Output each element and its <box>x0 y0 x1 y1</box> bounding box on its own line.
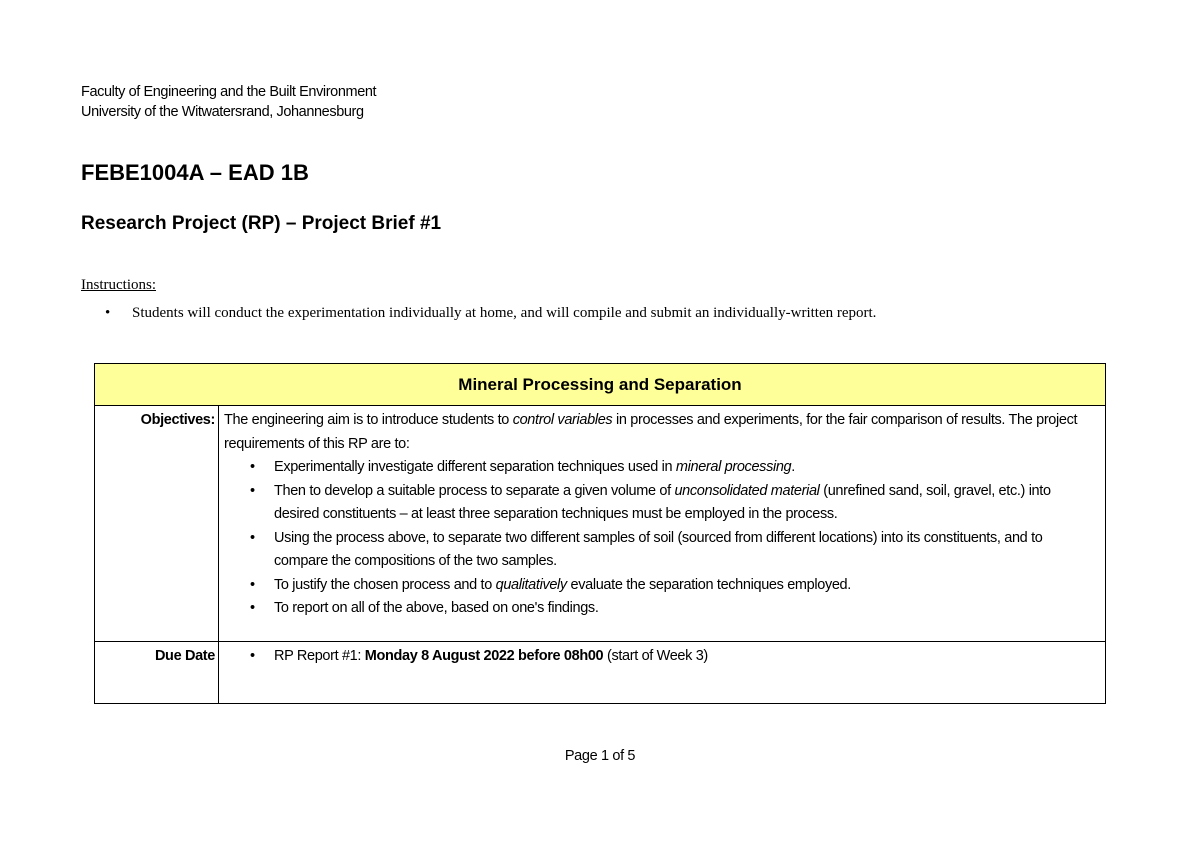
project-title: Research Project (RP) – Project Brief #1 <box>81 213 442 234</box>
objectives-list <box>224 456 1099 621</box>
bullet-icon: • <box>250 529 255 546</box>
objective-text: Experimentally investigate different separation techniques used in <box>274 459 676 475</box>
instruction-item <box>105 305 876 322</box>
objective-item <box>224 456 1099 480</box>
intro-text-continued: in processes and experiments, for the fair comparison of results. The project requirements of this RP are to: <box>224 412 1078 452</box>
page-number: Page 1 of 5 <box>564 748 636 764</box>
objective-emphasis: mineral processing <box>675 459 792 475</box>
objective-text: Then to develop a suitable process to separate a given volume of <box>274 482 675 499</box>
objective-item <box>224 480 1099 527</box>
institution-header <box>81 82 376 122</box>
due-date-value: Monday 8 August 2022 before 08h00 <box>364 647 604 664</box>
objective-text-end: (unrefined sand, soil, gravel, etc.) into desired constituents – at least three separation techniques must be employed in the process. <box>274 482 1051 522</box>
due-date-prefix: RP Report #1: <box>274 647 365 664</box>
objectives-label: Objectives: <box>95 406 219 642</box>
due-date-list <box>224 645 1099 669</box>
bullet-icon: • <box>250 459 255 475</box>
objectives-intro <box>224 409 1099 456</box>
objective-text: To justify the chosen process and to <box>274 576 496 593</box>
course-title: FEBE1004A – EAD 1B <box>81 160 309 185</box>
objective-emphasis: unconsolidated material <box>674 482 820 499</box>
instructions-heading: Instructions: <box>81 277 156 293</box>
faculty-name: Faculty of Engineering and the Built Environment <box>81 84 377 100</box>
due-date-suffix: (start of Week 3) <box>603 647 708 664</box>
objective-text-end: . <box>791 459 795 475</box>
instructions-list <box>105 305 876 322</box>
project-brief-table <box>94 363 1106 704</box>
objective-item <box>224 527 1099 574</box>
intro-emphasis: control variables <box>512 412 613 428</box>
objectives-content <box>219 406 1106 642</box>
bullet-icon: • <box>250 600 255 616</box>
objective-text: To report on all of the above, based on one's findings. <box>274 600 599 616</box>
objective-item <box>224 574 1099 598</box>
bullet-icon: • <box>250 647 255 664</box>
objective-text-end: evaluate the separation techniques employed. <box>566 576 851 593</box>
table-title: Mineral Processing and Separation <box>95 364 1106 406</box>
bullet-icon: • <box>105 305 111 321</box>
objective-emphasis: qualitatively <box>495 576 567 593</box>
bullet-icon: • <box>250 576 255 593</box>
instruction-text: Students will conduct the experimentation individually at home, and will compile and submit an individually-written report. <box>132 305 877 321</box>
university-name: University of the Witwatersrand, Johannesburg <box>81 104 364 120</box>
due-date-item <box>224 645 1099 669</box>
due-date-label: Due Date <box>95 641 219 703</box>
objective-item <box>224 597 1099 621</box>
bullet-icon: • <box>250 482 255 499</box>
objective-text: Using the process above, to separate two different samples of soil (sourced from different locations) into its constituents, and to compare the compositions of the two samples. <box>274 529 1043 569</box>
due-date-content <box>219 641 1106 703</box>
intro-text: The engineering aim is to introduce students to <box>224 412 513 428</box>
